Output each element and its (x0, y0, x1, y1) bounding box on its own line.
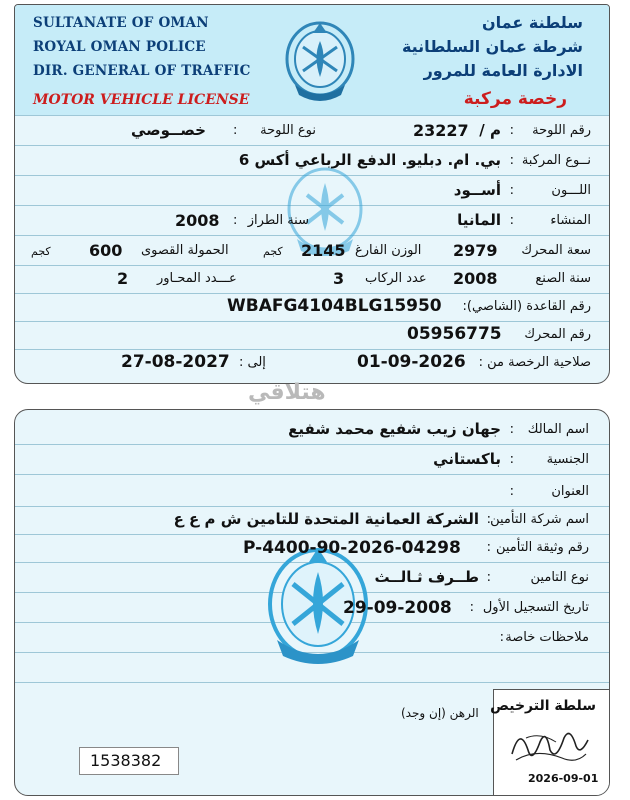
nationality-label: الجنسية (546, 452, 589, 467)
divider (15, 115, 609, 116)
insurer-label: اسم شركة التأمين (490, 512, 589, 527)
header-ar-title: رخصة مركبة (463, 89, 567, 109)
chassis-value: WBAFG4104BLG15950 (227, 296, 442, 316)
serial-number: 1538382 (90, 751, 162, 770)
mortgage-label: الرهن (إن وجد) (401, 706, 479, 720)
colon: : (509, 183, 514, 198)
validity-to-value: 27-08-2027 (121, 352, 230, 372)
engine-number-value: 05956775 (407, 324, 502, 344)
colon: : (509, 422, 514, 437)
owner-value: جهان زيب شفيع محمد شفيع (288, 420, 501, 438)
colon: : (499, 630, 504, 645)
signature-icon (506, 720, 592, 772)
passengers-label: عدد الركاب (365, 271, 427, 286)
divider (15, 506, 609, 507)
first-registration-label: تاريخ التسجيل الأول (482, 600, 589, 615)
license-back-card (14, 409, 610, 796)
divider (15, 145, 609, 146)
divider (15, 321, 609, 322)
insurance-type-value: طــرف ثـالــث (374, 568, 479, 586)
colon: : (509, 452, 514, 467)
empty-weight-value: 2145 (301, 241, 346, 260)
engine-capacity-value: 2979 (453, 241, 498, 260)
colon: : (509, 123, 514, 138)
colon: : (509, 153, 514, 168)
axles-value: 2 (117, 269, 129, 288)
colon: : (486, 540, 491, 555)
divider (15, 293, 609, 294)
colon: : (509, 213, 514, 228)
special-notes-label: ملاحظات خاصة (505, 630, 589, 645)
authority-date: 2026-09-01 (528, 772, 599, 785)
chassis-label: رقم القاعدة (الشاصي): (462, 299, 591, 314)
colon: : (509, 484, 514, 499)
header-ar-country: سلطنة عمان (482, 13, 583, 32)
passengers-value: 3 (333, 269, 345, 288)
plate-number-value: 23227 (413, 121, 469, 140)
header-en-police: ROYAL OMAN POLICE (33, 39, 206, 55)
empty-weight-label: الوزن الفارغ (355, 243, 422, 258)
engine-number-label: رقم المحرك (524, 327, 591, 342)
engine-capacity-label: سعة المحرك (521, 243, 591, 258)
address-label: العنوان (551, 484, 589, 499)
divider (15, 265, 609, 266)
header-ar-police: شرطة عمان السلطانية (401, 37, 583, 56)
policy-number-value: P-4400-90-2026-04298 (243, 538, 461, 558)
kg-unit: كجم (263, 245, 283, 258)
model-year-value: 2008 (175, 211, 220, 230)
origin-value: المانيا (457, 211, 501, 229)
colon: : (469, 600, 474, 615)
police-crest-icon (281, 17, 359, 103)
nationality-value: باكستاني (433, 450, 501, 468)
max-load-value: 600 (89, 241, 123, 260)
plate-type-label: نوع اللوحة (260, 123, 316, 138)
color-value: أســود (453, 181, 501, 199)
header-en-country: SULTANATE OF OMAN (33, 15, 209, 31)
vehicle-type-label: نــوع المركبة (521, 153, 591, 168)
vehicle-type-value: بي. ام. دبليو. الدفع الرباعي أكس 6 (238, 151, 501, 169)
insurer-value: الشركة العمانية المتحدة للتامين ش م ع ع (173, 510, 479, 528)
owner-label: اسم المالك (527, 422, 589, 437)
divider (15, 474, 609, 475)
plate-code: م / (479, 121, 501, 139)
insurance-type-label: نوع التامين (530, 570, 589, 585)
model-year-label: سنة الطراز (247, 213, 309, 228)
max-load-label: الحمولة القصوى (141, 243, 229, 258)
divider (15, 682, 609, 683)
first-registration-value: 29-09-2008 (343, 598, 452, 618)
plate-number-label: رقم اللوحة (532, 123, 591, 138)
colon: : (233, 213, 238, 228)
validity-label: صلاحية الرخصة من : (478, 355, 591, 370)
colon: : (233, 123, 238, 138)
colon: : (486, 512, 491, 527)
licensing-authority-box (490, 689, 610, 795)
color-label: اللـــون (551, 183, 591, 198)
made-year-label: سنة الصنع (535, 271, 591, 286)
watermark-logo: هتلاقي (248, 380, 326, 405)
to-label: إلى : (239, 355, 266, 370)
serial-number-box (79, 747, 179, 775)
plate-type-value: خصــوصي (131, 121, 206, 139)
header-ar-directorate: الادارة العامة للمرور (423, 61, 583, 80)
header-en-title: MOTOR VEHICLE LICENSE (33, 92, 250, 108)
validity-from-value: 01-09-2026 (357, 352, 466, 372)
license-front-card (14, 4, 610, 384)
divider (15, 534, 609, 535)
axles-label: عـــدد المحـاور (157, 271, 237, 286)
header-en-directorate: DIR. GENERAL OF TRAFFIC (33, 63, 251, 79)
colon: : (486, 570, 491, 585)
origin-label: المنشاء (550, 213, 591, 228)
divider (15, 349, 609, 350)
licensing-authority-label: سلطة الترخيص (490, 698, 596, 714)
divider (15, 444, 609, 445)
made-year-value: 2008 (453, 269, 498, 288)
policy-number-label: رقم وثيقة التأمين (495, 540, 589, 555)
kg-unit-2: كجم (31, 245, 51, 258)
license-header (15, 5, 609, 115)
